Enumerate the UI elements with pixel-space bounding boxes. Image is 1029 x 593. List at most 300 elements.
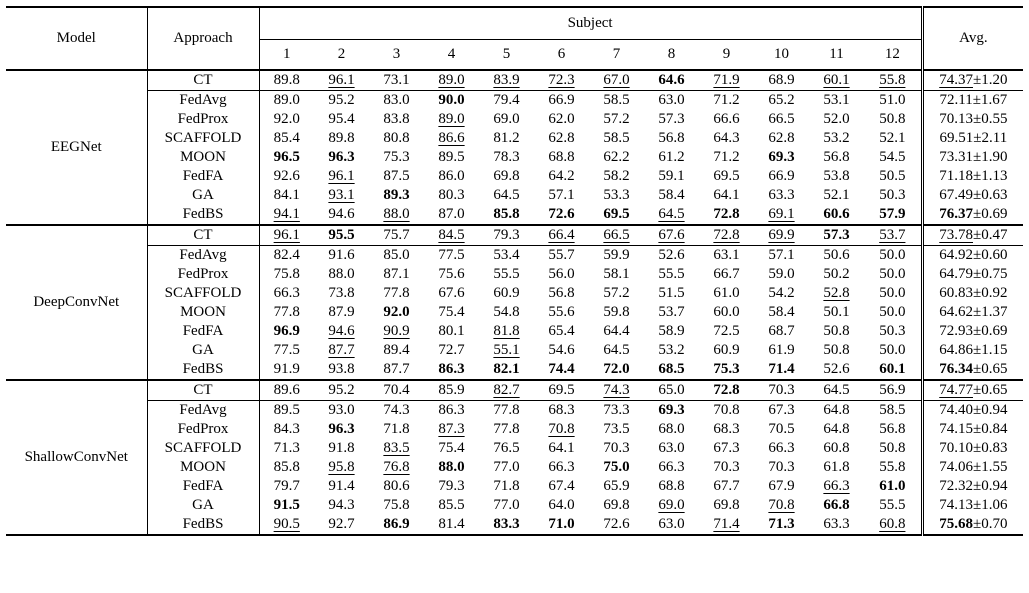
value-text: 60.9 <box>493 285 520 301</box>
value-text: 91.4 <box>328 478 355 494</box>
avg-cell <box>922 341 1023 360</box>
value-text: 84.3 <box>273 421 300 437</box>
value-text: 67.3 <box>768 402 795 418</box>
value-cell <box>314 284 369 303</box>
value-cell <box>589 205 644 225</box>
value-cell <box>259 360 314 380</box>
value-cell <box>699 341 754 360</box>
value-cell <box>369 91 424 111</box>
value-cell <box>809 91 864 111</box>
value-cell <box>314 439 369 458</box>
value-text: 70.3 <box>603 440 630 456</box>
value-cell <box>369 110 424 129</box>
value-text: 67.9 <box>768 478 795 494</box>
value-cell <box>259 91 314 111</box>
value-text: 91.5 <box>273 497 300 513</box>
value-cell <box>809 167 864 186</box>
value-cell <box>314 360 369 380</box>
value-cell <box>479 110 534 129</box>
value-cell <box>424 70 479 91</box>
value-text: 66.3 <box>548 459 575 475</box>
value-text: 72.5 <box>713 323 740 339</box>
value-cell <box>369 246 424 266</box>
value-cell <box>369 477 424 496</box>
value-text: 58.9 <box>658 323 685 339</box>
value-cell <box>809 246 864 266</box>
value-cell <box>589 70 644 91</box>
approach-name: FedFA <box>147 322 259 341</box>
value-text: 79.4 <box>493 92 520 108</box>
header-subject: Subject <box>259 7 922 40</box>
value-cell <box>534 496 589 515</box>
value-cell <box>259 439 314 458</box>
value-text: 87.5 <box>383 168 410 184</box>
value-text: 57.2 <box>603 285 630 301</box>
value-text: 69.8 <box>603 497 630 513</box>
value-cell <box>259 265 314 284</box>
value-cell <box>534 341 589 360</box>
value-text: 80.6 <box>383 478 410 494</box>
value-cell <box>424 186 479 205</box>
value-cell <box>314 91 369 111</box>
value-cell <box>479 322 534 341</box>
value-text: 50.8 <box>879 111 906 127</box>
avg-value: 64.86 <box>939 342 973 358</box>
std-value: ±1.67 <box>972 92 1008 108</box>
value-text: 89.6 <box>273 382 300 398</box>
value-text: 66.7 <box>713 266 740 282</box>
value-text: 50.6 <box>823 247 850 263</box>
value-text: 87.3 <box>438 421 465 437</box>
value-cell <box>809 341 864 360</box>
header-subject-6: 6 <box>534 40 589 71</box>
std-value: ±0.75 <box>973 266 1008 282</box>
value-cell <box>864 360 922 380</box>
table-row <box>6 322 1023 341</box>
value-text: 84.1 <box>273 187 300 203</box>
approach-name: FedProx <box>147 265 259 284</box>
value-cell <box>479 303 534 322</box>
value-text: 62.8 <box>768 130 795 146</box>
value-cell <box>864 477 922 496</box>
std-value: ±0.55 <box>973 111 1008 127</box>
value-cell <box>259 477 314 496</box>
header-subject-8: 8 <box>644 40 699 71</box>
value-cell <box>864 167 922 186</box>
value-cell <box>864 205 922 225</box>
value-text: 72.7 <box>438 342 465 358</box>
avg-value: 69.51 <box>939 130 974 146</box>
avg-cell <box>922 129 1023 148</box>
value-text: 89.8 <box>273 72 300 88</box>
value-text: 85.5 <box>438 497 465 513</box>
value-cell <box>424 458 479 477</box>
value-cell <box>644 205 699 225</box>
value-text: 56.8 <box>658 130 685 146</box>
value-cell <box>589 225 644 246</box>
value-text: 79.3 <box>438 478 465 494</box>
value-text: 67.4 <box>548 478 575 494</box>
value-text: 71.9 <box>713 72 740 88</box>
approach-name: SCAFFOLD <box>147 439 259 458</box>
value-text: 89.5 <box>273 402 300 418</box>
value-text: 87.1 <box>383 266 410 282</box>
value-cell <box>479 420 534 439</box>
value-text: 64.5 <box>823 382 850 398</box>
value-text: 75.4 <box>438 304 465 320</box>
value-text: 92.0 <box>273 111 300 127</box>
value-text: 71.4 <box>768 361 795 377</box>
table-row <box>6 91 1023 111</box>
value-text: 74.3 <box>383 402 410 418</box>
value-cell <box>534 70 589 91</box>
value-cell <box>864 458 922 477</box>
value-text: 58.5 <box>879 402 906 418</box>
value-text: 89.8 <box>328 130 355 146</box>
value-text: 86.0 <box>438 168 465 184</box>
value-text: 95.2 <box>328 92 355 108</box>
value-text: 77.0 <box>493 497 520 513</box>
value-cell <box>259 420 314 439</box>
value-cell <box>589 380 644 401</box>
value-text: 83.5 <box>383 440 410 456</box>
value-cell <box>314 515 369 535</box>
value-cell <box>369 515 424 535</box>
value-text: 83.0 <box>383 92 410 108</box>
value-text: 66.3 <box>273 285 300 301</box>
table-row <box>6 205 1023 225</box>
value-text: 52.1 <box>879 130 906 146</box>
avg-value: 67.49 <box>939 187 973 203</box>
value-cell <box>809 439 864 458</box>
avg-value: 74.06 <box>939 459 973 475</box>
value-cell <box>534 477 589 496</box>
value-cell <box>479 205 534 225</box>
value-text: 94.6 <box>328 206 355 222</box>
value-text: 75.8 <box>273 266 300 282</box>
value-cell <box>424 225 479 246</box>
value-cell <box>754 70 809 91</box>
value-cell <box>424 110 479 129</box>
value-text: 54.6 <box>548 342 575 358</box>
value-cell <box>864 322 922 341</box>
approach-name: GA <box>147 186 259 205</box>
value-cell <box>864 380 922 401</box>
value-text: 60.8 <box>879 516 906 532</box>
value-text: 63.3 <box>823 516 850 532</box>
value-cell <box>534 380 589 401</box>
value-text: 66.9 <box>768 168 795 184</box>
value-cell <box>809 70 864 91</box>
model-name: DeepConvNet <box>6 225 147 380</box>
value-text: 72.8 <box>713 382 740 398</box>
value-text: 56.8 <box>823 149 850 165</box>
value-text: 96.1 <box>328 72 355 88</box>
value-text: 77.8 <box>493 402 520 418</box>
value-cell <box>479 477 534 496</box>
header-subject-10: 10 <box>754 40 809 71</box>
value-text: 69.5 <box>603 206 630 222</box>
value-text: 50.0 <box>879 304 906 320</box>
table-row <box>6 420 1023 439</box>
value-text: 82.7 <box>493 382 520 398</box>
value-text: 69.1 <box>768 206 795 222</box>
value-cell <box>754 148 809 167</box>
value-cell <box>424 205 479 225</box>
value-cell <box>369 496 424 515</box>
value-cell <box>644 477 699 496</box>
avg-cell <box>922 303 1023 322</box>
value-text: 81.8 <box>493 323 520 339</box>
value-text: 95.2 <box>328 382 355 398</box>
value-text: 83.8 <box>383 111 410 127</box>
value-text: 55.5 <box>658 266 685 282</box>
approach-name: MOON <box>147 303 259 322</box>
value-cell <box>534 303 589 322</box>
value-text: 77.8 <box>273 304 300 320</box>
value-cell <box>809 284 864 303</box>
value-text: 66.5 <box>768 111 795 127</box>
value-cell <box>479 148 534 167</box>
std-value: ±1.15 <box>973 342 1008 358</box>
value-cell <box>864 225 922 246</box>
value-cell <box>809 322 864 341</box>
value-text: 54.5 <box>879 149 906 165</box>
value-cell <box>699 303 754 322</box>
value-text: 60.0 <box>713 304 740 320</box>
value-cell <box>699 110 754 129</box>
std-value: ±1.55 <box>973 459 1008 475</box>
value-text: 68.9 <box>768 72 795 88</box>
value-cell <box>369 420 424 439</box>
value-text: 58.4 <box>768 304 795 320</box>
value-cell <box>259 225 314 246</box>
avg-value: 74.37 <box>939 72 973 88</box>
value-text: 72.0 <box>603 361 630 377</box>
value-text: 58.5 <box>603 130 630 146</box>
value-text: 60.1 <box>823 72 850 88</box>
value-cell <box>754 129 809 148</box>
value-text: 53.2 <box>823 130 850 146</box>
value-text: 84.5 <box>438 227 465 243</box>
value-cell <box>314 246 369 266</box>
value-text: 81.4 <box>438 516 465 532</box>
value-text: 92.0 <box>383 304 410 320</box>
value-cell <box>589 91 644 111</box>
table-row <box>6 341 1023 360</box>
value-cell <box>424 341 479 360</box>
value-text: 65.4 <box>548 323 575 339</box>
value-text: 66.5 <box>603 227 630 243</box>
header-subject-4: 4 <box>424 40 479 71</box>
value-cell <box>699 167 754 186</box>
value-cell <box>754 515 809 535</box>
value-text: 69.3 <box>768 149 795 165</box>
value-cell <box>534 148 589 167</box>
value-text: 57.3 <box>823 227 850 243</box>
value-text: 70.8 <box>768 497 795 513</box>
value-text: 67.0 <box>603 72 630 88</box>
value-text: 62.2 <box>603 149 630 165</box>
value-text: 71.2 <box>713 92 740 108</box>
value-cell <box>479 129 534 148</box>
value-text: 89.0 <box>438 72 465 88</box>
value-text: 89.0 <box>438 111 465 127</box>
value-text: 73.5 <box>603 421 630 437</box>
value-text: 90.5 <box>273 516 300 532</box>
value-text: 68.8 <box>658 478 685 494</box>
avg-value: 74.13 <box>939 497 973 513</box>
value-text: 68.0 <box>658 421 685 437</box>
value-cell <box>424 284 479 303</box>
avg-value: 70.13 <box>939 111 973 127</box>
value-cell <box>369 265 424 284</box>
value-cell <box>809 458 864 477</box>
value-text: 80.8 <box>383 130 410 146</box>
avg-value: 73.31 <box>939 149 973 165</box>
value-cell <box>424 477 479 496</box>
value-text: 53.7 <box>879 227 906 243</box>
value-cell <box>644 70 699 91</box>
value-cell <box>809 186 864 205</box>
avg-cell <box>922 515 1023 535</box>
value-cell <box>589 401 644 421</box>
value-cell <box>479 380 534 401</box>
value-text: 74.3 <box>603 382 630 398</box>
value-text: 50.0 <box>879 285 906 301</box>
approach-name: SCAFFOLD <box>147 129 259 148</box>
value-text: 64.1 <box>548 440 575 456</box>
avg-cell <box>922 322 1023 341</box>
avg-value: 76.34 <box>939 361 973 377</box>
value-text: 66.8 <box>823 497 850 513</box>
value-cell <box>479 515 534 535</box>
value-cell <box>644 420 699 439</box>
value-cell <box>644 225 699 246</box>
value-cell <box>479 284 534 303</box>
value-cell <box>699 225 754 246</box>
approach-name: CT <box>147 225 259 246</box>
value-cell <box>644 91 699 111</box>
value-text: 63.1 <box>713 247 740 263</box>
value-text: 61.9 <box>768 342 795 358</box>
value-cell <box>589 284 644 303</box>
value-text: 85.8 <box>493 206 520 222</box>
avg-value: 72.93 <box>939 323 973 339</box>
value-cell <box>809 401 864 421</box>
value-text: 88.0 <box>438 459 465 475</box>
value-cell <box>864 129 922 148</box>
avg-value: 64.79 <box>939 266 973 282</box>
value-text: 66.4 <box>548 227 575 243</box>
value-cell <box>479 401 534 421</box>
value-text: 60.6 <box>823 206 850 222</box>
std-value: ±0.69 <box>973 206 1008 222</box>
value-cell <box>754 91 809 111</box>
approach-name: SCAFFOLD <box>147 284 259 303</box>
value-text: 61.0 <box>879 478 906 494</box>
value-cell <box>424 167 479 186</box>
value-text: 82.4 <box>273 247 300 263</box>
value-cell <box>479 439 534 458</box>
value-cell <box>754 167 809 186</box>
value-cell <box>259 496 314 515</box>
value-cell <box>864 420 922 439</box>
value-text: 60.8 <box>823 440 850 456</box>
value-text: 64.0 <box>548 497 575 513</box>
approach-name: GA <box>147 341 259 360</box>
value-text: 75.3 <box>713 361 740 377</box>
value-text: 76.8 <box>383 459 410 475</box>
value-cell <box>369 167 424 186</box>
value-text: 61.0 <box>713 285 740 301</box>
value-text: 75.6 <box>438 266 465 282</box>
value-text: 64.5 <box>658 206 685 222</box>
value-cell <box>314 303 369 322</box>
value-text: 50.0 <box>879 247 906 263</box>
value-cell <box>644 380 699 401</box>
value-text: 53.8 <box>823 168 850 184</box>
value-cell <box>534 458 589 477</box>
value-cell <box>809 477 864 496</box>
value-cell <box>259 205 314 225</box>
value-text: 66.3 <box>823 478 850 494</box>
value-text: 50.5 <box>879 168 906 184</box>
value-text: 95.4 <box>328 111 355 127</box>
table-row <box>6 380 1023 401</box>
value-cell <box>644 303 699 322</box>
value-text: 96.1 <box>328 168 355 184</box>
value-cell <box>699 129 754 148</box>
value-text: 87.7 <box>328 342 355 358</box>
value-cell <box>479 496 534 515</box>
approach-name: FedProx <box>147 420 259 439</box>
header-subject-7: 7 <box>589 40 644 71</box>
value-cell <box>314 167 369 186</box>
value-cell <box>424 420 479 439</box>
avg-cell <box>922 458 1023 477</box>
value-cell <box>589 167 644 186</box>
approach-name: FedFA <box>147 477 259 496</box>
value-text: 75.7 <box>383 227 410 243</box>
value-cell <box>424 380 479 401</box>
value-cell <box>314 458 369 477</box>
value-cell <box>699 458 754 477</box>
value-cell <box>589 420 644 439</box>
value-text: 77.0 <box>493 459 520 475</box>
value-cell <box>534 186 589 205</box>
approach-name: FedAvg <box>147 91 259 111</box>
value-text: 85.0 <box>383 247 410 263</box>
value-text: 72.8 <box>713 206 740 222</box>
table-row <box>6 303 1023 322</box>
value-text: 50.2 <box>823 266 850 282</box>
value-text: 85.8 <box>273 459 300 475</box>
value-cell <box>864 515 922 535</box>
value-cell <box>424 91 479 111</box>
value-text: 55.1 <box>493 342 520 358</box>
value-text: 96.5 <box>273 149 300 165</box>
value-text: 91.8 <box>328 440 355 456</box>
value-cell <box>589 110 644 129</box>
value-text: 65.2 <box>768 92 795 108</box>
value-cell <box>809 110 864 129</box>
value-text: 55.8 <box>879 459 906 475</box>
value-cell <box>644 496 699 515</box>
value-text: 52.0 <box>823 111 850 127</box>
avg-cell <box>922 70 1023 91</box>
value-text: 54.2 <box>768 285 795 301</box>
